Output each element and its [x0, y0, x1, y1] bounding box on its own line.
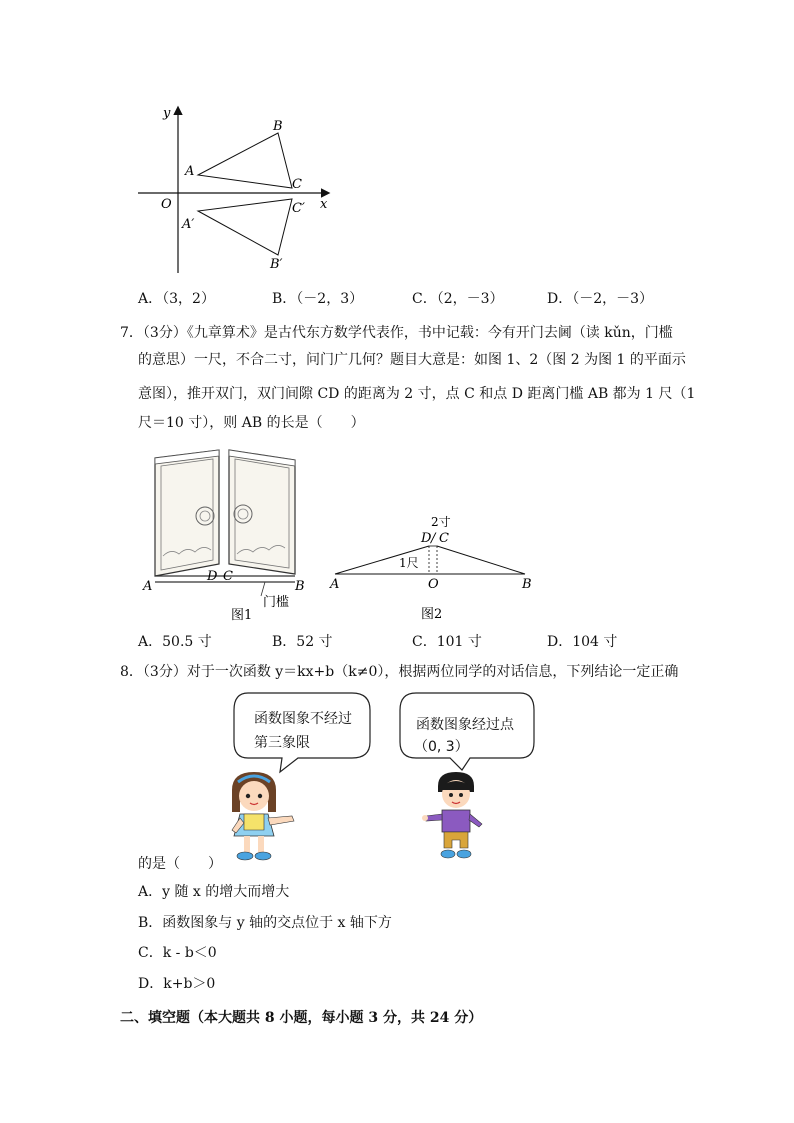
q7-option-a[interactable]: A．50.5 寸	[138, 634, 212, 650]
q6-coordinate-figure	[130, 100, 350, 280]
svg-text:B: B	[522, 577, 532, 592]
x-axis-label: x	[320, 197, 328, 212]
svg-text:/: /	[431, 531, 436, 546]
point-b-prime-label: B′	[270, 257, 283, 272]
q6-option-c[interactable]: C．（2，－3）	[412, 291, 504, 307]
q7-line-2: 的意思）一尺，不合二寸，问门广几何？题目大意是：如图 1、2（图 2 为图 1 的平面示	[138, 352, 686, 368]
q7-figure-1-doors	[135, 444, 315, 624]
q8-line-2: 的是（ ）	[138, 856, 222, 872]
svg-text:门槛: 门槛	[263, 595, 290, 610]
q7-option-d[interactable]: D．104 寸	[547, 634, 618, 650]
point-c-label: C	[292, 177, 302, 192]
q6-option-a[interactable]: A．（3，2）	[138, 291, 215, 307]
girl-cartoon	[222, 770, 302, 870]
svg-text:图1: 图1	[231, 608, 253, 623]
svg-text:1尺: 1尺	[399, 556, 419, 570]
right-bubble-line-1: 函数图象经过点	[416, 717, 514, 733]
q6-option-d[interactable]: D．（－2，－3）	[547, 291, 654, 307]
svg-text:2寸: 2寸	[431, 515, 451, 529]
triangle-abc	[198, 133, 292, 188]
boy-cartoon	[420, 770, 490, 865]
q8-line-1: 8．（3分）对于一次函数 y＝kx+b（k≠0），根据两位同学的对话信息，下列结论一定正确	[120, 664, 679, 680]
triangle-abc-prime	[198, 199, 292, 255]
q8-option-b[interactable]: B．函数图象与 y 轴的交点位于 x 轴下方	[138, 915, 392, 931]
point-b-label: B	[273, 119, 283, 134]
q6-option-b[interactable]: B．（－2，3）	[272, 291, 364, 307]
svg-text:D: D	[207, 569, 218, 584]
q7-line-4: 尺＝10 寸），则 AB 的长是（ ）	[138, 415, 365, 431]
svg-text:D: D	[421, 531, 432, 546]
svg-text:O: O	[428, 577, 439, 592]
svg-text:C: C	[439, 531, 449, 546]
origin-label: O	[161, 197, 172, 212]
q8-option-d[interactable]: D．k+b＞0	[138, 976, 216, 992]
left-bubble-line-2: 第三象限	[254, 735, 310, 751]
point-c-prime-label: C′	[292, 201, 305, 216]
y-axis-label: y	[163, 106, 171, 121]
svg-text:A: A	[143, 579, 153, 594]
svg-text:A: A	[330, 577, 340, 592]
q8-option-a[interactable]: A．y 随 x 的增大而增大	[138, 884, 290, 900]
svg-text:C: C	[223, 569, 233, 584]
q7-figure-2-diagram	[325, 510, 545, 625]
q7-line-1: 7．（3分）《九章算术》是古代东方数学代表作，书中记载：今有开门去阃（读 kǔn，门槛	[120, 325, 673, 341]
svg-text:图2: 图2	[421, 607, 443, 622]
q8-option-c[interactable]: C．k - b＜0	[138, 945, 217, 961]
point-a-label: A	[185, 164, 195, 179]
q7-line-3: 意图），推开双门，双门间隙 CD 的距离为 2 寸，点 C 和点 D 距离门槛 AB 都为 1 尺（1	[138, 386, 696, 402]
q7-option-b[interactable]: B．52 寸	[272, 634, 333, 650]
section-2-heading: 二、填空题（本大题共 8 小题，每小题 3 分，共 24 分）	[120, 1010, 483, 1026]
svg-text:B: B	[295, 579, 305, 594]
point-a-prime-label: A′	[182, 217, 195, 232]
right-bubble-line-2: （0, 3）	[414, 739, 469, 755]
left-bubble-line-1: 函数图象不经过	[254, 711, 352, 727]
q7-option-c[interactable]: C．101 寸	[412, 634, 482, 650]
